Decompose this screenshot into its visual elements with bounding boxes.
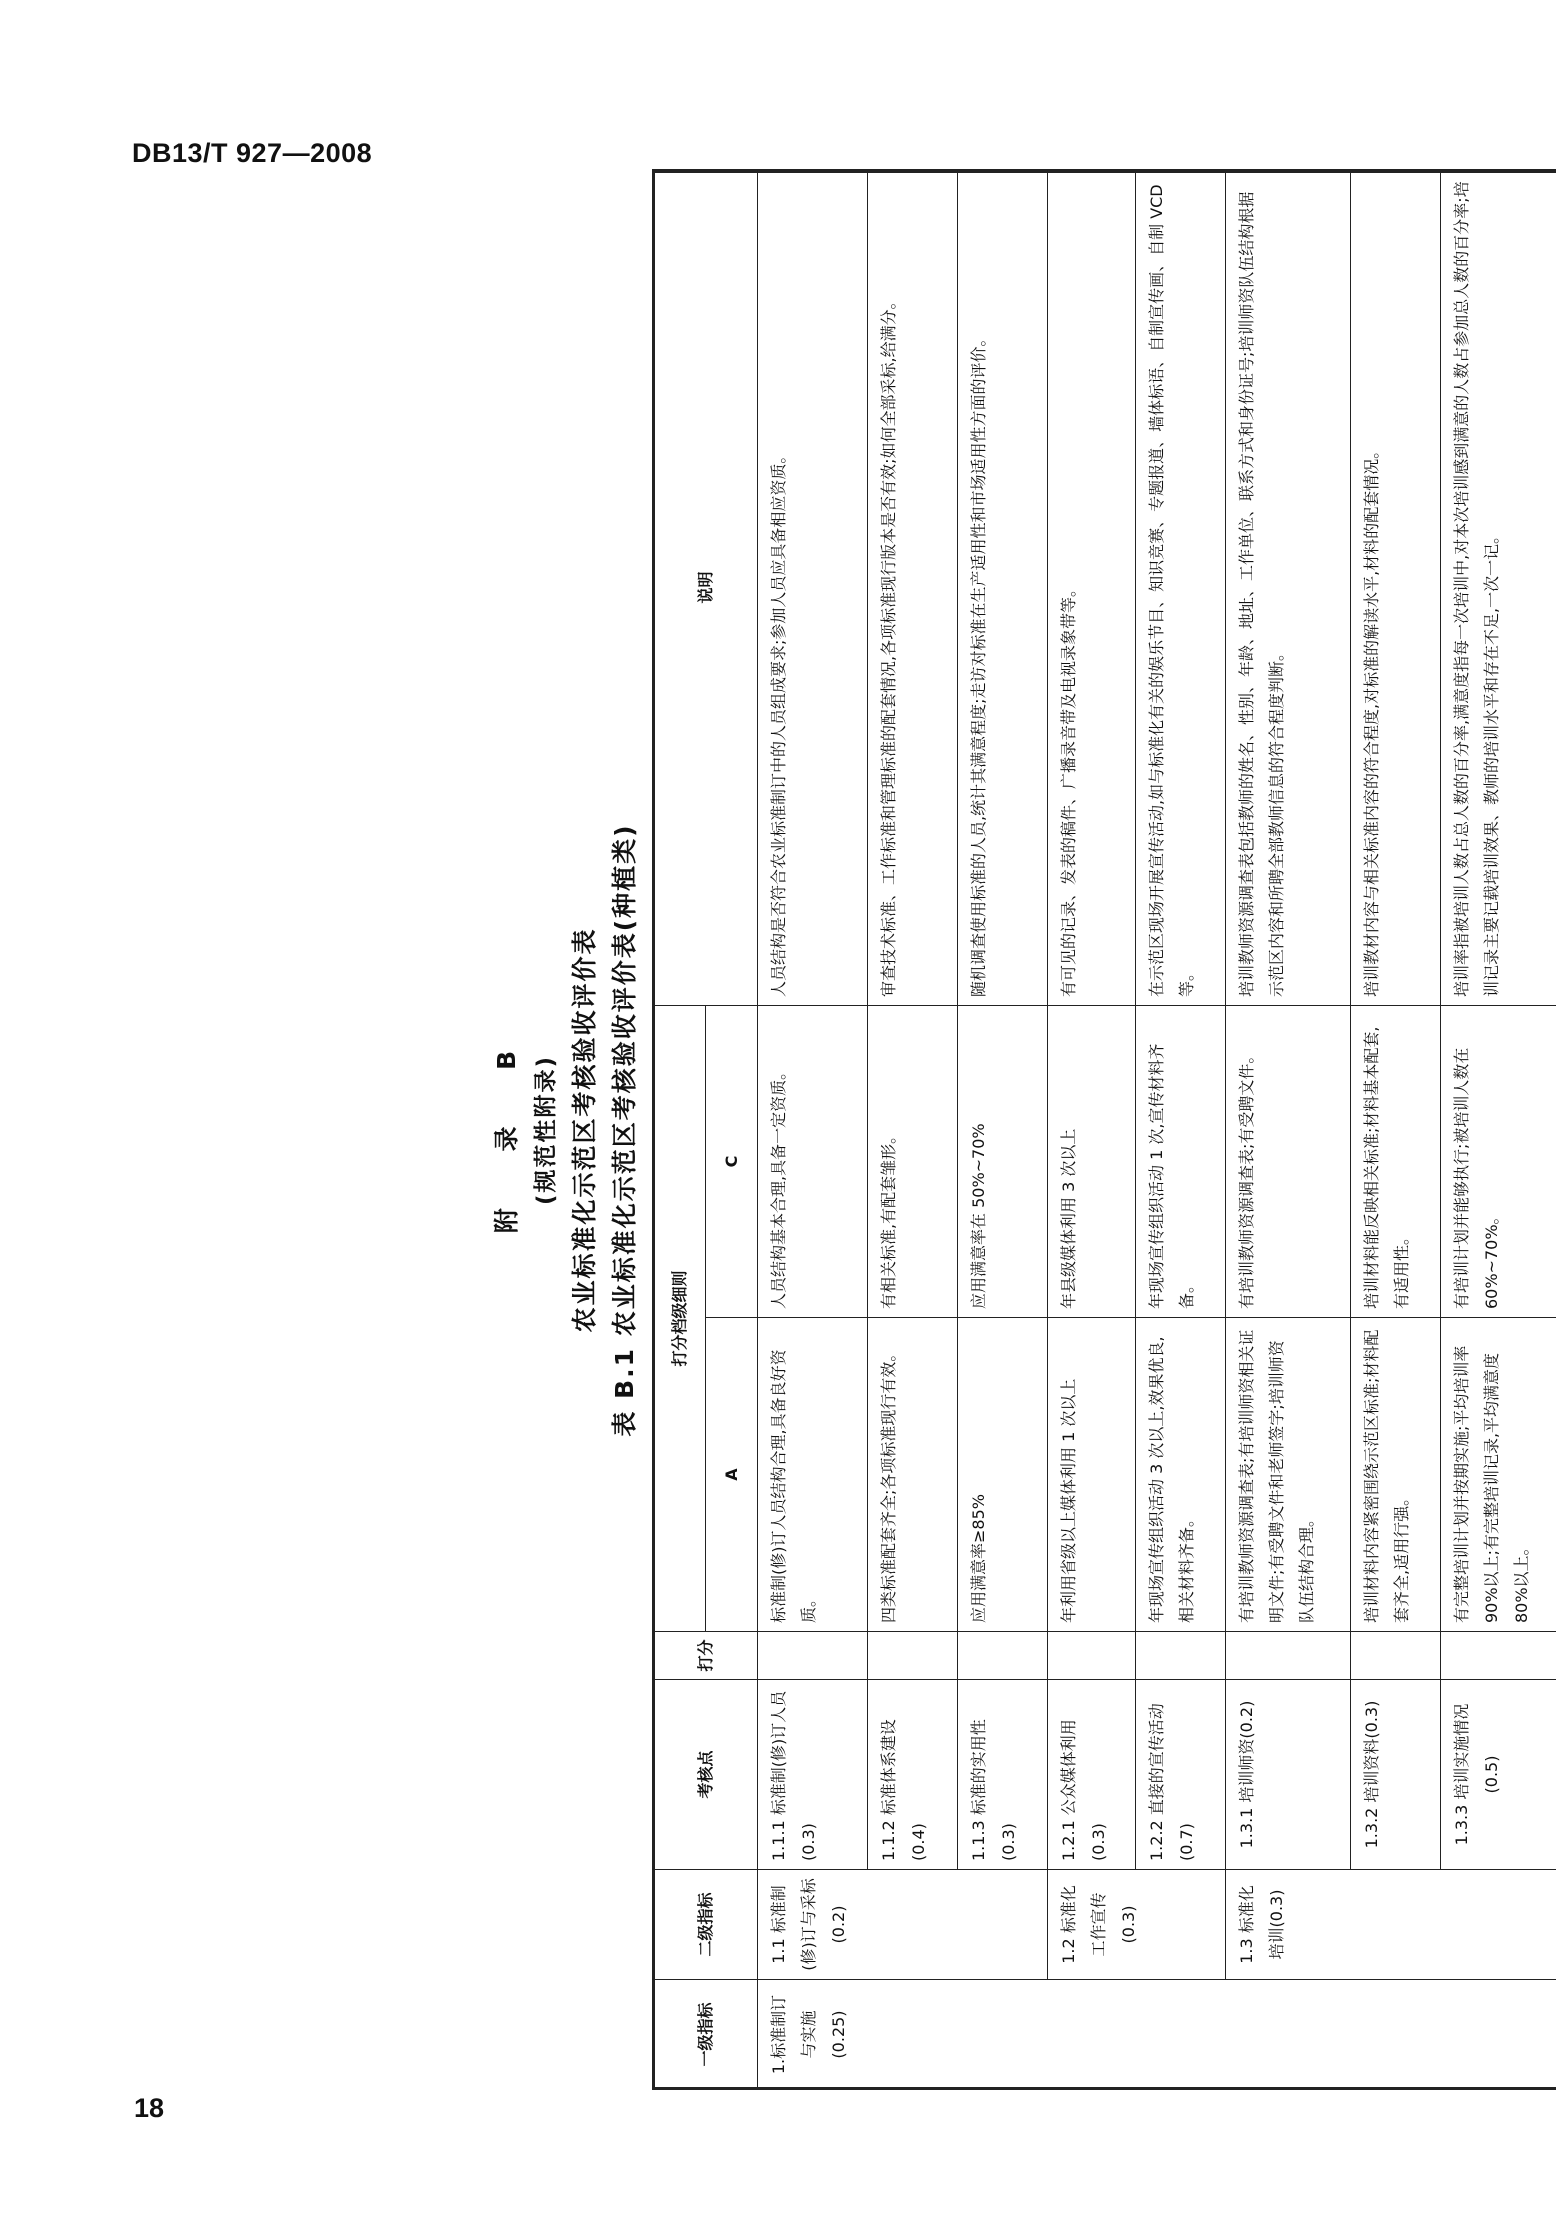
checkpoint-cell: 1.2.1 公众媒体利用(0.3) (1048, 1680, 1136, 1870)
table-row (758, 169, 868, 2089)
checkpoint-cell: 1.2.2 直接的宣传活动(0.7) (1136, 1680, 1226, 1870)
level2-cell: 1.2 标准化工作宣传(0.3) (1048, 1870, 1226, 1980)
grade-c-cell: 有相关标准,有配套雏形。 (868, 1005, 958, 1317)
table-caption: 表 B.1 农业标准化示范区考核验收评价表(种植类) (610, 823, 639, 1437)
table-row (868, 169, 958, 2089)
table-row (1351, 169, 1441, 2089)
grade-a-cell: 年现场宣传组织活动 3 次以上,效果优良,相关材料齐备。 (1136, 1318, 1226, 1632)
evaluation-table (652, 169, 1556, 2090)
explanation-cell: 培训教师资源调查表包括教师的姓名、性别、年龄、地址、工作单位、联系方式和身份证号;培训师资队伍结构根据示范区内容和所聘全部教师信息的符合程度判断。 (1226, 169, 1351, 1005)
checkpoint-cell: 1.3.1 培训师资(0.2) (1226, 1680, 1351, 1870)
header-checkpoint: 考核点 (654, 1680, 758, 1870)
table-row (1136, 169, 1226, 2089)
checkpoint-cell: 1.3.2 培训资料(0.3) (1351, 1680, 1441, 1870)
grade-c-cell: 有培训教师资源调查表;有受聘文件。 (1226, 1005, 1351, 1317)
grade-a-cell: 培训材料内容紧密围绕示范区标准;材料配套齐全,适用行强。 (1351, 1318, 1441, 1632)
grade-c-cell: 培训材料能反映相关标准;材料基本配套,有适用性。 (1351, 1005, 1441, 1317)
grade-c-cell: 年现场宣传组织活动 1 次,宣传材料齐备。 (1136, 1005, 1226, 1317)
document-code: DB13/T 927—2008 (132, 138, 373, 168)
checkpoint-cell: 1.1.3 标准的实用性(0.3) (958, 1680, 1048, 1870)
score-cell[interactable] (1351, 1632, 1441, 1680)
grade-a-cell: 应用满意率≥85% (958, 1318, 1048, 1632)
score-cell[interactable] (1441, 1632, 1556, 1680)
checkpoint-cell: 1.3.3 培训实施情况(0.5) (1441, 1680, 1556, 1870)
checkpoint-cell: 1.1.2 标准体系建设(0.4) (868, 1680, 958, 1870)
table-row (958, 169, 1048, 2089)
score-cell[interactable] (758, 1632, 868, 1680)
grade-c-cell: 有培训计划并能够执行;被培训人数在 60%~70%。 (1441, 1005, 1556, 1317)
level2-cell: 1.3 标准化培训(0.3) (1226, 1870, 1556, 1980)
table-row (1226, 169, 1351, 2089)
grade-a-cell: 标准制(修)订人员结构合理,具备良好资质。 (758, 1318, 868, 1632)
score-cell[interactable] (958, 1632, 1048, 1680)
score-cell[interactable] (868, 1632, 958, 1680)
checkpoint-cell: 1.1.1 标准制(修)订人员(0.3) (758, 1680, 868, 1870)
header-level1: 一级指标 (654, 1980, 758, 2090)
explanation-cell: 有可见的记录、发表的稿件、广播录音带及电视录象带等。 (1048, 169, 1136, 1005)
explanation-cell: 培训教材内容与相关标准内容的符合程度,对标准的解读水平,材料的配套情况。 (1351, 169, 1441, 1005)
grade-c-cell: 应用满意率在 50%~70% (958, 1005, 1048, 1317)
table-row (1441, 169, 1556, 2089)
page-number: 18 (134, 2093, 165, 2123)
grade-a-cell: 有完整培训计划并按期实施;平均培训率 90%以上;有完整培训记录,平均满意度 80%以上。 (1441, 1318, 1556, 1632)
score-cell[interactable] (1226, 1632, 1351, 1680)
appendix-subtitle: (规范性附录) (533, 1054, 559, 1206)
appendix-heading: 农业标准化示范区考核验收评价表 (570, 927, 599, 1333)
rotated-page-content (265, 170, 1556, 2090)
grade-a-cell: 有培训教师资源调查表;有培训师资相关证明文件;有受聘文件和老师签字;培训师资队伍结构合理。 (1226, 1318, 1351, 1632)
grade-a-cell: 四类标准配套齐全;各项标准现行有效。 (868, 1318, 958, 1632)
table-row (1048, 169, 1136, 2089)
explanation-cell: 人员结构是否符合农业标准制订中的人员组成要求;参加人员应具备相应资质。 (758, 169, 868, 1005)
explanation-cell: 在示范区现场开展宣传活动,如与标准化有关的娱乐节目、知识竞赛、专题报道、墙体标语、自制宣传画、自制 VCD 等。 (1136, 169, 1226, 1005)
header-grade-c: C (706, 1005, 758, 1317)
header-level2: 二级指标 (654, 1870, 758, 1980)
header-explanation: 说明 (654, 169, 758, 1005)
explanation-cell: 随机调查使用标准的人员,统计其满意程度;走访对标准在生产适用性和市场适用性方面的评价。 (958, 169, 1048, 1005)
header-score: 打分 (654, 1632, 758, 1680)
level1-cell: 1.标准制订与实施(0.25) (758, 1980, 1556, 2090)
grade-a-cell: 年利用省级以上媒体利用 1 次以上 (1048, 1318, 1136, 1632)
header-grade-a: A (706, 1318, 758, 1632)
appendix-title: 附 录 B (492, 1026, 521, 1234)
grade-c-cell: 人员结构基本合理,具备一定资质。 (758, 1005, 868, 1317)
score-cell[interactable] (1048, 1632, 1136, 1680)
grade-c-cell: 年县级媒体利用 3 次以上 (1048, 1005, 1136, 1317)
table-header-row (654, 169, 706, 2089)
level2-cell: 1.1 标准制(修)订与采标(0.2) (758, 1870, 1048, 1980)
explanation-cell: 审查技术标准、工作标准和管理标准的配套情况,各项标准现行版本是否有效;如何全部采标,给满分。 (868, 169, 958, 1005)
explanation-cell: 培训率指被培训人数占总人数的百分率,满意度指每一次培训中,对本次培训感到满意的人数占参加总人数的百分率;培训记录主要记载培训效果、教师的培训水平和存在不足,一次一记。 (1441, 169, 1556, 1005)
score-cell[interactable] (1136, 1632, 1226, 1680)
header-grading: 打分档级细则 (654, 1005, 706, 1631)
